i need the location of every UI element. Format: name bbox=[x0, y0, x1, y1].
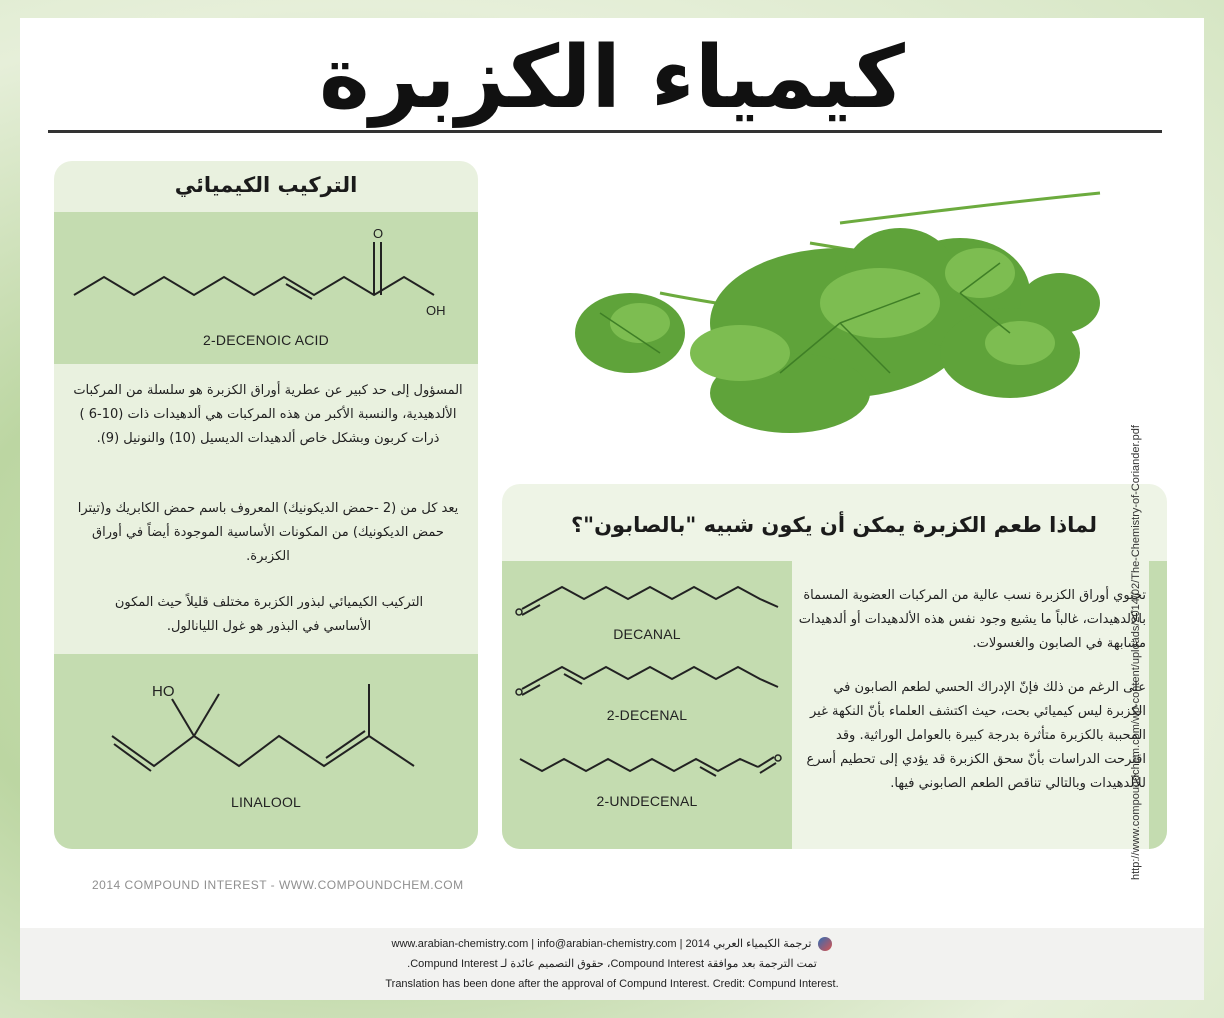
aldehydes-band bbox=[502, 561, 792, 849]
footer-arabic-permission: تمت الترجمة بعد موافقة Compound Interest، حقوق التصميم عائدة لـ Compund Interest. bbox=[407, 958, 817, 970]
coriander-leaves-image bbox=[540, 183, 1140, 483]
linalool-structure bbox=[54, 654, 478, 849]
title-divider bbox=[48, 130, 1162, 133]
translation-footer bbox=[20, 928, 1204, 1000]
panel-heading-soap: لماذا طعم الكزبرة يمكن أن يكون شبيه "بالصابون"؟ bbox=[571, 513, 1097, 537]
infographic-sheet bbox=[20, 18, 1204, 1000]
footer-contacts-line bbox=[20, 934, 1204, 954]
molecule-label-decanal: DECANAL bbox=[613, 626, 681, 642]
molecule-label-decenal: 2-DECENAL bbox=[606, 707, 688, 723]
molecule-label-undecenal: 2-UNDECENAL bbox=[596, 793, 698, 809]
paragraph-genetics: على الرغم من ذلك فإنّ الإدراك الحسي لطعم الصابون في الكزبرة ليس كيميائي بحت، حيث اكتشف العلماء بأنّ النكهة غير المحببة بالكزبرة متأثرة بدرجة كبيرة بالعوامل الوراثية. وقد اقترحت الدراسات بأنّ سحق الكزبرة قد يؤدي إلى تحطيم أسرع للألدهيدات وبالتالي تناقص الطعم الصابوني فيها. bbox=[806, 680, 1146, 791]
soap-explanation bbox=[794, 584, 1146, 796]
spacer bbox=[794, 656, 1146, 676]
paragraph-aldehyde-soap: تحتوي أوراق الكزبرة نسب عالية من المركبات العضوية المسماة بالألدهيدات، غالباً ما يشيع وجود نفس هذه الألدهيدات أو ألدهيدات مشابهة في الصابون والغسولات. bbox=[798, 588, 1146, 651]
atom-o-label: O bbox=[372, 226, 384, 241]
paragraph-decenoic: يعد كل من (2 -حمض الديكونيك) المعروف باسم حمض الكابريك و(تيترا حمض الديكونيك) من المكونات الأساسية الموجودة أيضاً في أوراق الكزبرة. bbox=[77, 501, 459, 564]
page-title: كيمياء الكزبرة bbox=[319, 28, 905, 128]
molecule-label-decenoic: 2-DECENOIC ACID bbox=[203, 332, 329, 348]
atom-oh-label: OH bbox=[426, 303, 446, 318]
molecule-label-linalool: LINALOOL bbox=[230, 794, 302, 810]
atom-ho-label: HO bbox=[152, 683, 175, 700]
arabian-chemistry-logo-icon bbox=[818, 937, 832, 951]
footer-translation-credit: ترجمة الكيمياء العربي 2014 bbox=[685, 938, 812, 950]
panel-heading: التركيب الكيميائي bbox=[174, 173, 358, 197]
source-url[interactable]: http://www.compoundchem.com/wp-content/uploads/2014/02/The-Chemistry-of-Coriander.pdf bbox=[1130, 425, 1142, 880]
footer-english-permission: Translation has been done after the approval of Compund Interest. Credit: Compund Interest. bbox=[385, 978, 839, 990]
footer-contacts[interactable]: www.arabian-chemistry.com | info@arabian-chemistry.com | bbox=[391, 938, 683, 950]
paragraph-seeds: التركيب الكيميائي لبذور الكزبرة مختلف قليلاً حيث المكون الأساسي في البذور هو غول الليانالول. bbox=[114, 595, 424, 634]
compound-interest-credit: 2014 COMPOUND INTEREST - WWW.COMPOUNDCHEM.COM bbox=[92, 878, 464, 892]
right-stripe bbox=[1149, 561, 1167, 849]
paragraph-aldehydes: المسؤول إلى حد كبير عن عطرية أوراق الكزبرة هو سلسلة من المركبات الألدهيدية، والنسبة الأكبر من هذه المركبات هي ألدهيدات ذات (10-6 ) ذرات كربون وبشكل خاص ألدهيدات الديسيل (10) والنونيل (9). bbox=[73, 383, 463, 446]
soapy-taste-panel bbox=[502, 484, 1167, 849]
chemical-composition-panel bbox=[54, 161, 478, 849]
molecule-band-bottom bbox=[54, 654, 478, 849]
molecule-band-top bbox=[54, 212, 478, 364]
